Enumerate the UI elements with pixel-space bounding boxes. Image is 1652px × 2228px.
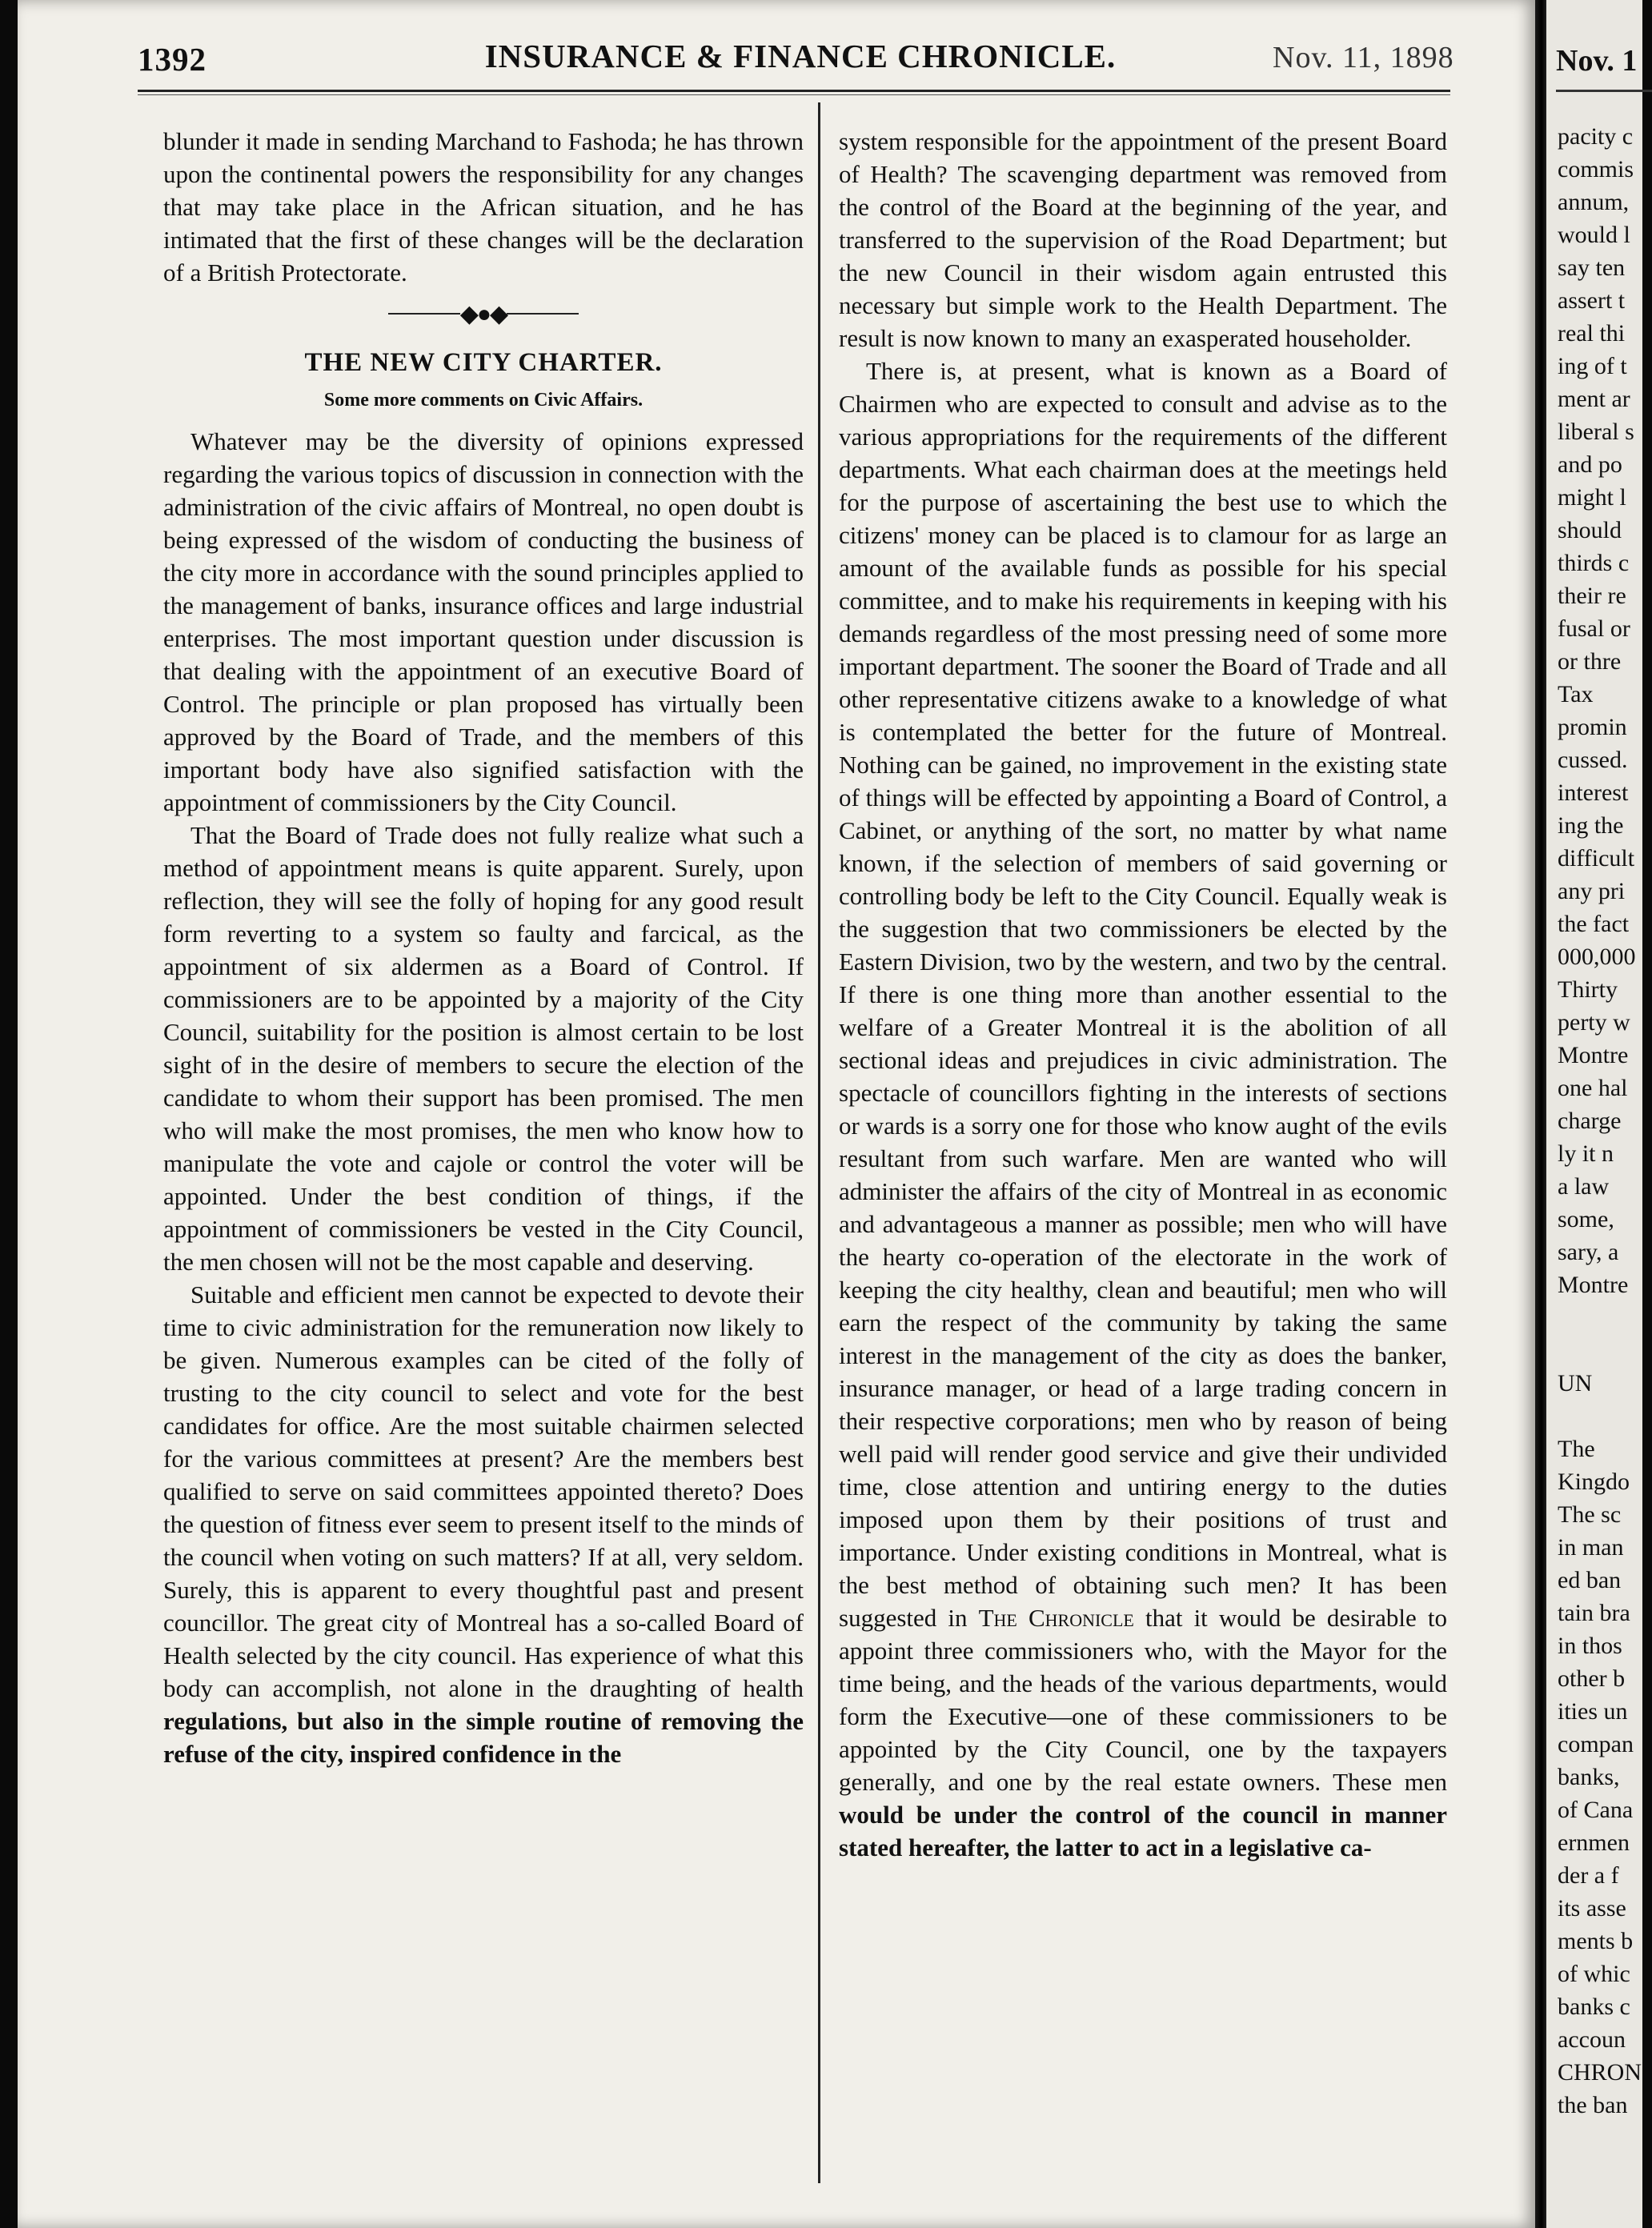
- adjacent-header-rule: [1556, 90, 1652, 92]
- adjacent-text-fragment: [1558, 1334, 1642, 1367]
- paragraph-text: that it would be desirable to appoint three commissioners who, with the Mayor for the time being, and the heads of the various departments, would form the Executive—one of these commissioners to be appointed by the City Council, one by the taxpayers generally, and one by the real estate owners. These men: [839, 1604, 1447, 1796]
- adjacent-text-fragment: The: [1558, 1436, 1595, 1462]
- adjacent-text-fragment: one hal: [1558, 1075, 1628, 1101]
- page-number: 1392: [138, 41, 206, 78]
- adjacent-text-fragment: of Cana: [1558, 1797, 1634, 1823]
- adjacent-text-fragment: a law: [1558, 1173, 1610, 1200]
- adjacent-text-fragment: liberal s: [1558, 419, 1634, 445]
- adjacent-text-fragment: annum,: [1558, 189, 1630, 215]
- adjacent-text-fragment: cussed.: [1558, 747, 1628, 773]
- article-heading: THE NEW CITY CHARTER.: [304, 347, 663, 377]
- adjacent-text-fragment: ernmen: [1558, 1829, 1630, 1856]
- adjacent-text-fragment: the ban: [1558, 2092, 1628, 2118]
- paragraph-bold-text: would be under the control of the council in manner stated hereafter, the latter to act in a legislative ca-: [839, 1801, 1447, 1861]
- publication-title: INSURANCE & FINANCE CHRONICLE.: [484, 38, 1117, 74]
- adjacent-text-fragment: the fact: [1558, 911, 1630, 937]
- header-rule: [138, 90, 1450, 92]
- adjacent-text-fragment: any pri: [1558, 878, 1626, 904]
- adjacent-text-fragment: some,: [1558, 1206, 1614, 1232]
- continued-paragraph: system responsible for the appointment of the present Board of Health? The scavenging department was removed from the control of the Board at the beginning of the year, and transferred to the supervision of the Road Department; but the new Council in their wisdom again entrusted this necessary but simple work to the Health Department. The result is now known to many an exasperated householder.: [839, 127, 1447, 352]
- paragraph-text: Suitable and efficient men cannot be expected to devote their time to civic administration for the remuneration now likely to be given. Numerous examples can be cited of the folly of trusting to the city council to select and vote for the best candidates for office. Are the most suitable chairmen selected for the various committees at present? Are the members best qualified to serve on said committees appointed thereto? Does the question of fitness ever seem to present itself to the minds of the council when voting on such matters? If at all, very seldom. Surely, this is apparent to every thoughtful past and present councillor. The great city of Montreal has a so-called Board of Health selected by the city council. Has experience of what this body can accomplish, not alone in the draughting of health: [163, 1280, 804, 1702]
- adjacent-text-fragment: ment ar: [1558, 386, 1630, 412]
- article-paragraph: Whatever may be the diversity of opinions expressed regarding the various topics of discussion in connection with the administration of the civic affairs of Montreal, no open doubt is being expressed of the wisdom of conducting the business of the city more in accordance with the sound principles applied to the management of banks, insurance offices and large industrial enterprises. The most important question under discussion is that dealing with the appointment of an executive Board of Control. The principle or plan proposed has virtually been approved by the Board of Trade, and the members of this important body have also signified satisfaction with the appointment of commissioners by the City Council.: [163, 427, 804, 816]
- paragraph-text: There is, at present, what is known as a Board of Chairmen who are expected to consult and advise as to the various appropriations for the requirements of the different departments. What each chairman does at the meetings held for the purpose of ascertaining the best use to which the citizens' money can be placed is to clamour for as large an amount of the available funds as possible for his special committee, and to make his requirements in keeping with his demands regardless of the most pressing need of some more important department. The sooner the Board of Trade and all other representative citizens awake to a knowledge of what is contemplated the better for the future of Montreal. Nothing can be gained, no improvement in the existing state of things will be effected by appointing a Board of Control, a Cabinet, or anything of the sort, no matter by what name known, if the selection of members of said governing or controlling body be left to the City Council. Equally weak is the suggestion that two commissioners be elected by the Eastern Division, two by the western, and two by the central. If there is one thing more than another essential to the welfare of a Greater Montreal it is the abolition of all sectional ideas and prejudices in civic administration. The spectacle of councillors fighting in the interests of sections or wards is a sorry one for those who know aught of the evils resultant from such warfare. Men are wanted who will administer the affairs of the city of Montreal in as economic and advantageous a manner as possible; men who will have the hearty co-operation of the electorate in the work of keeping the city healthy, clean and beautiful; men who will earn the respect of the community by taking the same interest in the management of the city as does the banker, insurance manager, or head of a large trading concern in their respective corporations; men who by reason of being well paid will render good service and give their undivided time, close attention and untiring energy to the duties imposed upon them by their positions of trust and importance. Under existing conditions in Montreal, what is the best method of obtaining such men? It has been suggested in: [839, 357, 1447, 1632]
- adjacent-text-fragment: Montre: [1558, 1272, 1629, 1298]
- adjacent-text-fragment: pacity c: [1558, 123, 1634, 150]
- adjacent-text-fragment: der a f: [1558, 1862, 1619, 1889]
- adjacent-page-header: Nov. 1: [1556, 44, 1638, 78]
- paragraph-bold-text: regulations, but also in the simple routine of removing the refuse of the city, inspired confidence in the: [163, 1706, 804, 1768]
- adjacent-text-fragment: fusal or: [1558, 615, 1630, 642]
- adjacent-text-fragment: assert t: [1558, 287, 1626, 314]
- adjacent-text-fragment: its asse: [1558, 1895, 1626, 1921]
- adjacent-text-fragment: interest: [1558, 779, 1629, 806]
- article-paragraph: That the Board of Trade does not fully realize what such a method of appointment means is quite apparent. Surely, upon reflection, they will see the folly of hoping for any good result form reverting to a system so faulty and farcical, as the appointment of six aldermen as a Board of Control. If commissioners are to be appointed by a majority of the City Council, suitability for the position is almost certain to be lost sight of in the desire of members to secure the election of the candidate to whom their support has been promised. The men who will make the most promises, the men who know how to manipulate the vote and cajole or control the voter will be appointed. Under the best condition of things, if the appointment of commissioners be vested in the City Council, the men chosen will not be the most capable and deserving.: [163, 820, 804, 1276]
- adjacent-text-fragment: UN: [1558, 1370, 1593, 1397]
- publication-reference: The Chronicle: [978, 1604, 1134, 1632]
- adjacent-text-fragment: ed ban: [1558, 1567, 1622, 1593]
- adjacent-text-fragment: promin: [1558, 714, 1627, 740]
- adjacent-text-fragment: difficult: [1558, 845, 1635, 872]
- adjacent-text-fragment: might l: [1558, 484, 1626, 511]
- adjacent-text-fragment: Montre: [1558, 1042, 1629, 1068]
- adjacent-text-fragment: of whic: [1558, 1961, 1630, 1987]
- adjacent-text-fragment: compan: [1558, 1731, 1634, 1757]
- header-rule-thin: [138, 94, 1450, 95]
- adjacent-text-fragment: ities un: [1558, 1698, 1628, 1725]
- adjacent-text-fragment: tain bra: [1558, 1600, 1630, 1626]
- issue-date: Nov. 11, 1898: [1273, 41, 1454, 74]
- column-right: [839, 125, 1447, 1864]
- adjacent-page-fragments: [1558, 120, 1642, 2122]
- adjacent-page-edge: [1546, 0, 1642, 2228]
- article-paragraph: [163, 1278, 804, 1770]
- adjacent-text-fragment: in man: [1558, 1534, 1624, 1561]
- adjacent-text-fragment: ing of t: [1558, 353, 1627, 379]
- adjacent-text-fragment: thirds c: [1558, 550, 1630, 576]
- continued-paragraph: blunder it made in sending Marchand to Fashoda; he has thrown upon the continental powers the responsibility for any changes that may take place in the African situation, and he has intimated that the first of these changes will be the declaration of a British Protectorate.: [163, 127, 804, 287]
- adjacent-text-fragment: Thirty: [1558, 976, 1618, 1003]
- adjacent-text-fragment: in thos: [1558, 1633, 1622, 1659]
- adjacent-text-fragment: CHRON: [1558, 2059, 1642, 2086]
- section-divider-ornament: ◆●◆: [163, 297, 804, 331]
- column-divider: [818, 102, 820, 2183]
- adjacent-text-fragment: charge: [1558, 1108, 1622, 1134]
- adjacent-text-fragment: would l: [1558, 222, 1630, 248]
- adjacent-text-fragment: sary, a: [1558, 1239, 1619, 1265]
- adjacent-text-fragment: Tax: [1558, 681, 1594, 707]
- adjacent-text-fragment: accoun: [1558, 2026, 1626, 2053]
- adjacent-text-fragment: other b: [1558, 1665, 1626, 1692]
- adjacent-text-fragment: commis: [1558, 156, 1634, 182]
- adjacent-text-fragment: perty w: [1558, 1009, 1630, 1036]
- adjacent-text-fragment: say ten: [1558, 254, 1626, 281]
- adjacent-text-fragment: [1558, 1400, 1642, 1433]
- adjacent-text-fragment: Kingdo: [1558, 1469, 1630, 1495]
- adjacent-text-fragment: ly it n: [1558, 1140, 1614, 1167]
- adjacent-text-fragment: banks c: [1558, 1994, 1630, 2020]
- adjacent-text-fragment: 000,000: [1558, 944, 1636, 970]
- page-header: [18, 37, 1535, 85]
- adjacent-text-fragment: The sc: [1558, 1501, 1622, 1528]
- column-left: [163, 125, 804, 1770]
- adjacent-text-fragment: their re: [1558, 583, 1626, 609]
- adjacent-text-fragment: should: [1558, 517, 1622, 543]
- newspaper-page: [18, 0, 1535, 2228]
- adjacent-text-fragment: or thre: [1558, 648, 1622, 675]
- adjacent-text-fragment: [1558, 1301, 1642, 1334]
- adjacent-text-fragment: real thi: [1558, 320, 1626, 347]
- adjacent-text-fragment: ments b: [1558, 1928, 1634, 1954]
- adjacent-text-fragment: ing the: [1558, 812, 1624, 839]
- article-paragraph: [839, 355, 1447, 1864]
- article-subheading: Some more comments on Civic Affairs.: [323, 389, 644, 411]
- adjacent-text-fragment: banks,: [1558, 1764, 1620, 1790]
- adjacent-text-fragment: and po: [1558, 451, 1622, 478]
